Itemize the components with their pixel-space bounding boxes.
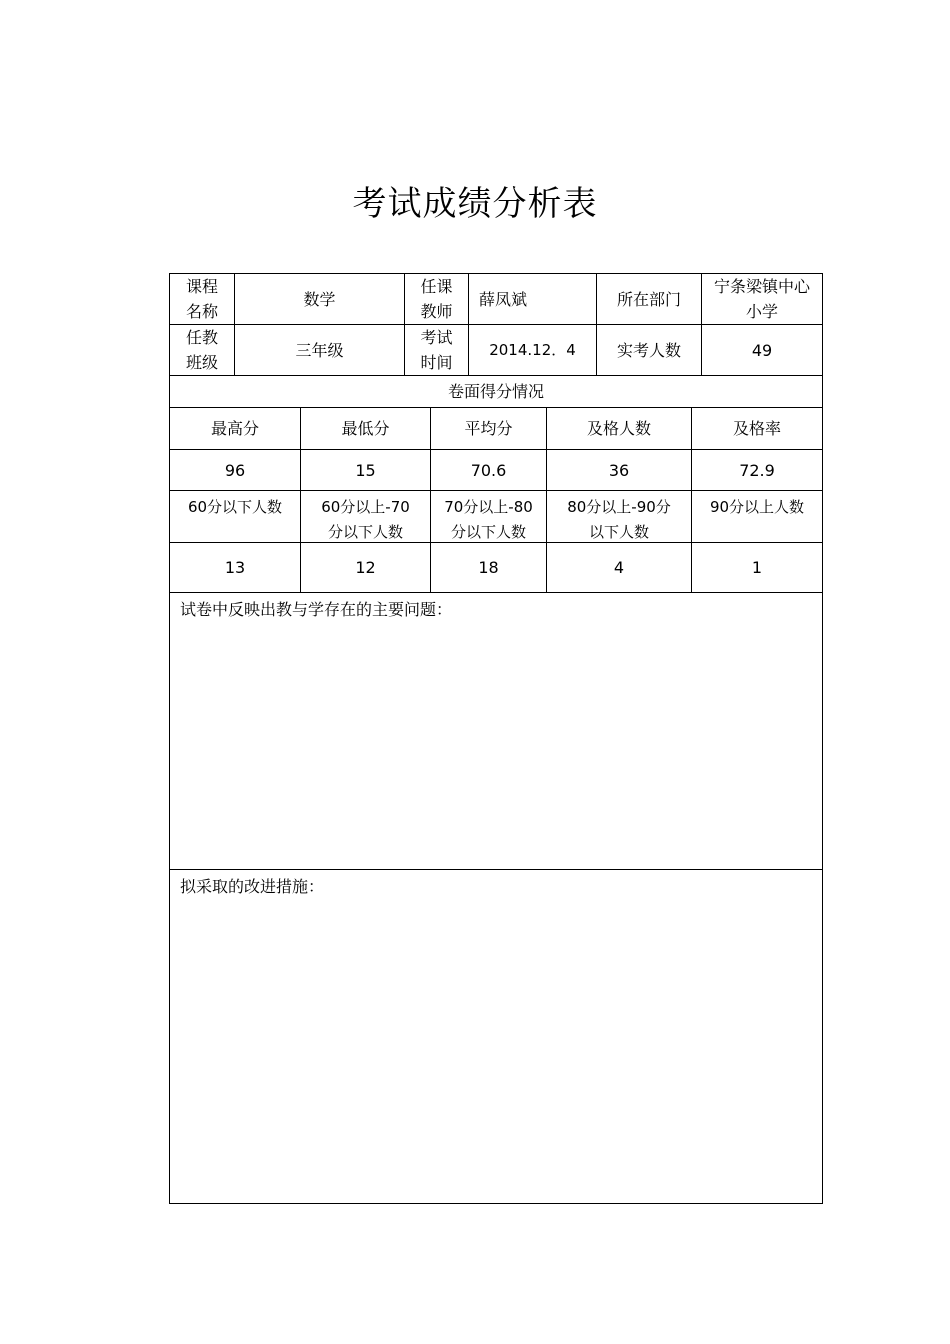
stat-header-avg: 平均分 [464, 419, 513, 438]
dept-value: 宁条梁镇中心 小学 [713, 277, 810, 321]
dist-value-below-60: 13 [224, 558, 246, 577]
measures-section[interactable] [170, 870, 822, 1203]
count-label: 实考人数 [616, 340, 681, 360]
date-value: 2014.12．4 [489, 340, 576, 359]
problems-label: 试卷中反映出教与学存在的主要问题： [180, 600, 453, 619]
dist-header-below-60: 60分以下人数 [187, 498, 283, 516]
teacher-label: 任课 教师 [420, 277, 453, 321]
class-value: 三年级 [295, 340, 344, 360]
stat-header-pass-rate: 及格率 [732, 419, 781, 438]
stat-value-pass-count: 36 [608, 460, 630, 480]
dist-value-above-90: 1 [751, 558, 763, 577]
section-title: 卷面得分情况 [447, 382, 544, 401]
class-label: 任教 班级 [185, 328, 218, 372]
dist-value-70-80: 18 [478, 558, 499, 577]
stat-header-pass-count: 及格人数 [586, 419, 651, 438]
problems-section[interactable] [170, 593, 822, 869]
stat-header-min: 最低分 [341, 419, 390, 438]
course-value: 数学 [303, 289, 336, 309]
stat-header-max: 最高分 [210, 419, 259, 438]
date-label: 考试 时间 [420, 328, 453, 372]
count-value: 49 [751, 340, 773, 360]
stat-value-pass-rate: 72.9 [739, 460, 775, 480]
score-analysis-table [169, 273, 823, 1204]
dept-label: 所在部门 [616, 289, 681, 309]
page-title: 考试成绩分析表 [352, 184, 598, 224]
teacher-value: 薛凤斌 [479, 289, 528, 309]
stat-value-min: 15 [355, 460, 376, 480]
dist-header-70-80: 70分以上-80 分以下人数 [444, 498, 533, 541]
dist-header-above-90: 90分以上人数 [709, 498, 805, 516]
stat-value-avg: 70.6 [470, 460, 507, 480]
dist-header-80-90: 80分以上-90分 以下人数 [567, 498, 671, 541]
course-label: 课程 名称 [185, 277, 218, 321]
stat-value-max: 96 [224, 460, 246, 480]
dist-value-60-70: 12 [355, 558, 376, 577]
measures-label: 拟采取的改进措施： [180, 877, 325, 896]
dist-header-60-70: 60分以上-70 分以下人数 [321, 498, 410, 541]
dist-value-80-90: 4 [613, 558, 625, 577]
